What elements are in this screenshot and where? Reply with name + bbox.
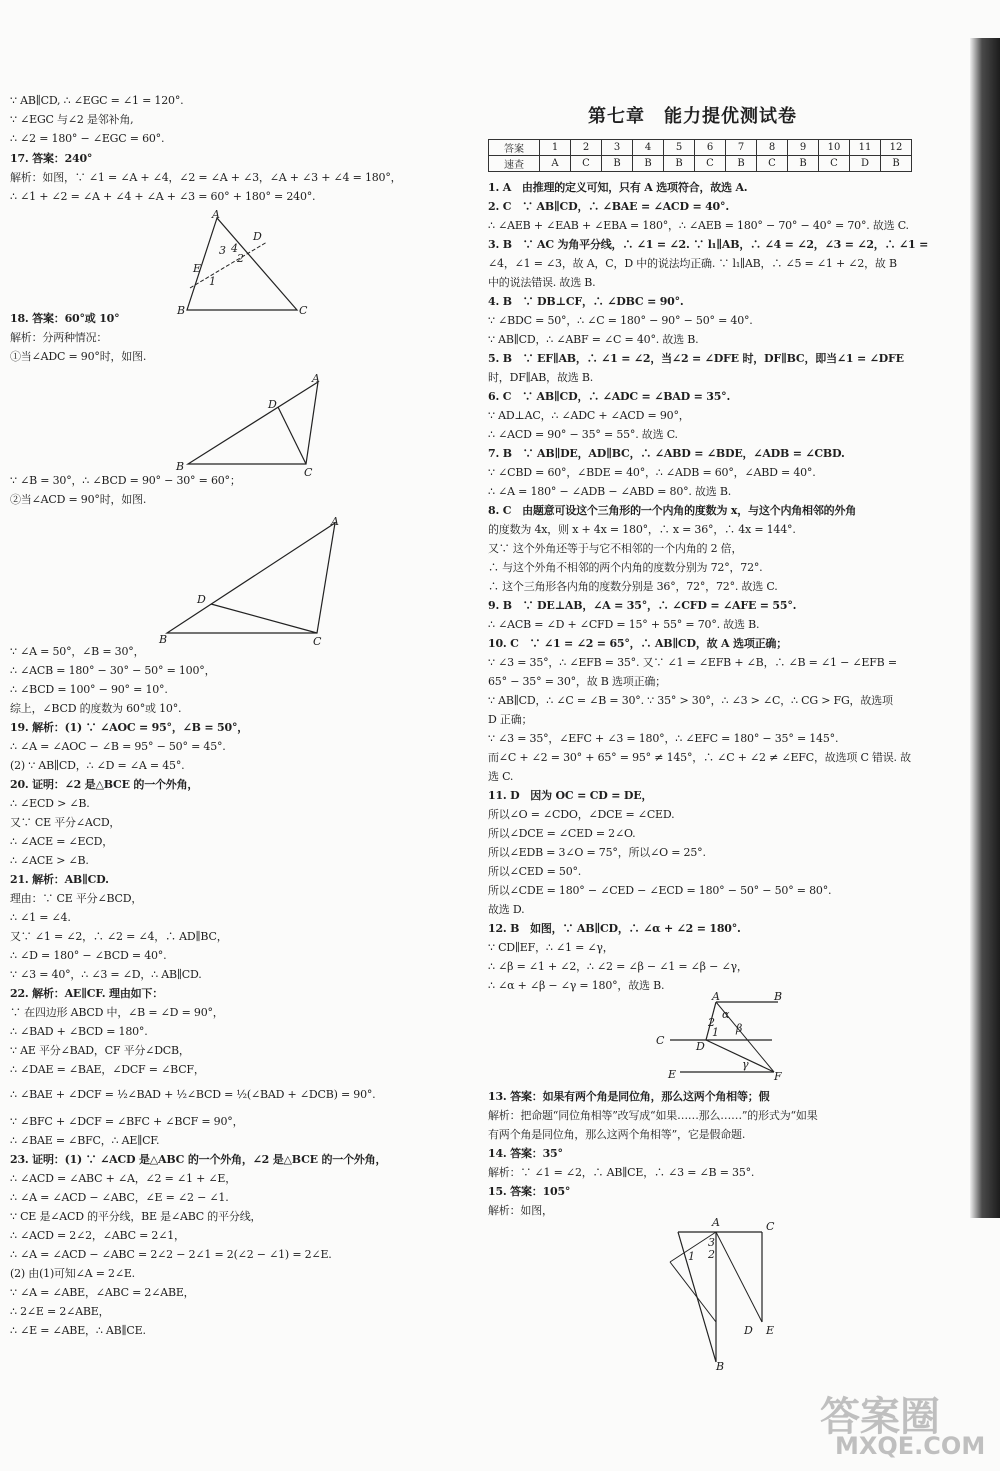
- answer-number-cell: 11: [850, 140, 881, 156]
- text-line: ∴ ∠BCD = 100° − 90° = 10°.: [10, 683, 168, 696]
- answer-table-header: 速查: [489, 156, 540, 172]
- text-line: ∴ ∠ACE = ∠ECD，: [10, 835, 113, 848]
- text-line: ∴ ∠ACB = 180° − 30° − 50° = 100°，: [10, 664, 216, 677]
- text-line: ∴ ∠A = ∠ACD − ∠ABC = 2∠2 − 2∠1 = 2(∠2 − ∠1) = 2∠E.: [10, 1248, 332, 1261]
- text-line: ∵ ∠A = ∠ABE，∠ABC = 2∠ABE，: [10, 1286, 195, 1299]
- answer-number-cell: 1: [540, 140, 571, 156]
- answer-number-cell: 12: [881, 140, 912, 156]
- label-4: 4: [231, 242, 238, 255]
- text-line: ∴ ∠ECD > ∠B.: [10, 797, 90, 810]
- label-1: 1: [209, 275, 216, 288]
- text-line: 又∵ 这个外角还等于与它不相邻的一个内角的 2 倍，: [488, 542, 743, 555]
- text-line: ∵ CD∥EF，∴ ∠1 = ∠γ，: [488, 941, 614, 954]
- text-line: ∵ ∠CBD = 60°，∠BDE = 40°，∴ ∠ADB = 60°，∠ABD = 40°.: [488, 466, 816, 479]
- label-2: 2: [237, 252, 244, 265]
- text-line: ①当∠ADC = 90°时，如图.: [10, 350, 147, 363]
- label-C: C: [299, 304, 308, 317]
- answer-letter-cell: C: [819, 156, 850, 172]
- text-line: ∴ ∠1 = ∠4.: [10, 911, 71, 924]
- text-line: ∵ ∠3 = 40°，∴ ∠3 = ∠D，∴ AB∥CD.: [10, 968, 202, 981]
- answer-number-cell: 7: [726, 140, 757, 156]
- answer-letter-cell: C: [757, 156, 788, 172]
- page-edge-shadow: [970, 38, 1000, 1218]
- label-C: C: [766, 1220, 775, 1233]
- text-line: 的度数为 4x，则 x + 4x = 180°，∴ x = 36°，∴ 4x = 144°.: [488, 523, 796, 536]
- text-line: ∵ CE 是∠ACD 的平分线，BE 是∠ABC 的平分线，: [10, 1210, 262, 1223]
- text-line: 5. B ∵ EF∥AB，∴ ∠1 = ∠2，当∠2 = ∠DFE 时，DF∥BC，即当∠1 = ∠DFE: [488, 352, 904, 365]
- text-line: ∴ ∠E = ∠ABE，∴ AB∥CE.: [10, 1324, 146, 1337]
- text-line: 所以∠CED = 50°.: [488, 865, 582, 878]
- answer-letter-cell: B: [602, 156, 633, 172]
- label-2: 2: [708, 1016, 715, 1029]
- label-E: E: [193, 262, 202, 275]
- label-E: E: [668, 1068, 677, 1081]
- text-line: 所以∠EDB = 3∠O = 75°，所以∠O = 25°.: [488, 846, 706, 859]
- text-line: ∵ ∠3 = 35°，∠EFC + ∠3 = 180°，∴ ∠EFC = 180° − 35° = 145°.: [488, 732, 839, 745]
- text-line: 21. 解析：AB∥CD.: [10, 873, 109, 886]
- text-line: 9. B ∵ DE⊥AB，∠A = 35°，∴ ∠CFD = ∠AFE = 55°.: [488, 599, 797, 612]
- label-D: D: [744, 1324, 753, 1337]
- text-line: ∴ ∠AEB + ∠EAB + ∠EBA = 180°，∴ ∠AEB = 180° − 70° − 40° = 70°. 故选 C.: [488, 219, 909, 232]
- text-line: 65° − 35° = 30°，故 B 选项正确；: [488, 675, 666, 688]
- label-D: D: [268, 398, 277, 411]
- text-line: 而∠C + ∠2 = 30° + 65° = 95° ≠ 145°，∴ ∠C + ∠2 ≠ ∠EFC，故选项 C 错误. 故: [488, 751, 911, 764]
- text-line: 解析：∵ ∠1 = ∠2，∴ AB∥CE，∴ ∠3 = ∠B = 35°.: [488, 1166, 755, 1179]
- text-line: 综上，∠BCD 的度数为 60°或 10°.: [10, 702, 182, 715]
- text-line: 13. 答案：如果有两个角是同位角，那么这两个角相等；假: [488, 1090, 770, 1103]
- figure-18-case1: [170, 372, 330, 477]
- text-line: ∴ ∠BAD + ∠BCD = 180°.: [10, 1025, 148, 1038]
- text-line: ∵ ∠BDC = 50°，∴ ∠C = 180° − 90° − 50° = 40°.: [488, 314, 753, 327]
- text-line: 选 C.: [488, 770, 514, 783]
- text-line: 7. B ∵ AB∥DE，AD∥BC，∴ ∠ABD = ∠BDE，∠ADB = ∠CBD.: [488, 447, 845, 460]
- label-F: F: [774, 1070, 782, 1082]
- text-line: ∴ 与这个外角不相邻的两个内角的度数分别为 72°，72°.: [488, 561, 763, 574]
- text-line: 解析：把命题“同位角相等”改写成“如果……那么……”的形式为“如果: [488, 1109, 818, 1122]
- text-line: 6. C ∵ AB∥CD，∴ ∠ADC = ∠BAD = 35°.: [488, 390, 731, 403]
- text-line: 12. B 如图，∵ AB∥CD，∴ ∠α + ∠2 = 180°.: [488, 922, 741, 935]
- text-line: 中的说法错误. 故选 B.: [488, 276, 596, 289]
- text-line: ∵ ∠B = 30°，∴ ∠BCD = 90° − 30° = 60°；: [10, 474, 241, 487]
- text-line: ∵ ∠3 = 35°，∴ ∠EFB = 35°. 又∵ ∠1 = ∠EFB + ∠B，∴ ∠B = ∠1 − ∠EFB =: [488, 656, 897, 669]
- text-line: ∴ ∠A = ∠ACD − ∠ABC，∠E = ∠2 − ∠1.: [10, 1191, 229, 1204]
- answer-table-header: 答案: [489, 140, 540, 156]
- label-A: A: [712, 1216, 720, 1229]
- text-line: 10. C ∵ ∠1 = ∠2 = 65°，∴ AB∥CD，故 A 选项正确；: [488, 637, 788, 650]
- answer-number-cell: 4: [633, 140, 664, 156]
- figure-12-parallel-lines: [650, 990, 800, 1082]
- text-line: 19. 解析：(1) ∵ ∠AOC = 95°，∠B = 50°，: [10, 721, 249, 734]
- text-line: ∵ ∠BFC + ∠DCF = ∠BFC + ∠BCF = 90°，: [10, 1115, 244, 1128]
- text-line: ∴ ∠α + ∠β − ∠γ = 180°，故选 B.: [488, 979, 665, 992]
- label-B: B: [716, 1360, 725, 1372]
- text-line: 解析：如图，: [488, 1204, 553, 1217]
- label-1: 1: [712, 1026, 719, 1039]
- answer-number-cell: 6: [695, 140, 726, 156]
- text-line: 所以∠O = ∠CDO，∠DCE = ∠CED.: [488, 808, 675, 821]
- text-line: ∴ ∠BAE + ∠DCF = ½∠BAD + ½∠BCD = ½(∠BAD + ∠DCB) = 90°.: [10, 1088, 376, 1101]
- text-line: 解析：如图，∵ ∠1 = ∠A + ∠4，∠2 = ∠A + ∠3，∠A + ∠3 + ∠4 = 180°，: [10, 171, 402, 184]
- answer-table: [488, 139, 912, 172]
- text-line: 又∵ ∠1 = ∠2，∴ ∠2 = ∠4，∴ AD∥BC，: [10, 930, 228, 943]
- text-line: ∴ 这个三角形各内角的度数分别是 36°，72°，72°. 故选 C.: [488, 580, 778, 593]
- answer-letter-cell: A: [540, 156, 571, 172]
- label-D: D: [253, 230, 262, 243]
- label-C: C: [313, 635, 322, 648]
- text-line: 8. C 由题意可设这个三角形的一个内角的度数为 x，与这个内角相邻的外角: [488, 504, 857, 517]
- text-line: ∴ ∠D = 180° − ∠BCD = 40°.: [10, 949, 167, 962]
- figure-17-triangle: [175, 210, 315, 320]
- text-line: 理由：∵ CE 平分∠BCD，: [10, 892, 143, 905]
- text-line: ∴ ∠ACB = ∠D + ∠CFD = 15° + 55° = 70°. 故选 B.: [488, 618, 760, 631]
- label-A: A: [712, 990, 720, 1003]
- answer-letter-cell: D: [850, 156, 881, 172]
- answer-letter-cell: B: [788, 156, 819, 172]
- text-line: 22. 解析：AE∥CF. 理由如下：: [10, 987, 164, 1000]
- answer-letter-cell: C: [695, 156, 726, 172]
- text-line: ∴ ∠ACD = 2∠2，∠ABC = 2∠1，: [10, 1229, 185, 1242]
- text-line: 17. 答案：240°: [10, 152, 93, 165]
- text-line: 18. 答案：60°或 10°: [10, 312, 120, 325]
- text-line: 15. 答案：105°: [488, 1185, 571, 1198]
- text-line: ∴ ∠ACD = ∠ABC + ∠A，∠2 = ∠1 + ∠E，: [10, 1172, 237, 1185]
- answer-letter-cell: B: [664, 156, 695, 172]
- text-line: 解析：分两种情况：: [10, 331, 108, 344]
- text-line: ∵ AB∥CD，∴ ∠C = ∠B = 30°. ∵ 35° > 30°，∴ ∠3 > ∠C，∴ CG > FG，故选项: [488, 694, 893, 707]
- watermark-logo: 答案圈: [820, 1394, 940, 1440]
- text-line: ∴ ∠A = 180° − ∠ADB − ∠ABD = 80°. 故选 B.: [488, 485, 732, 498]
- label-3: 3: [219, 244, 226, 257]
- text-line: (2) ∵ AB∥CD，∴ ∠D = ∠A = 45°.: [10, 759, 185, 772]
- figure-15-triangles: [660, 1212, 790, 1372]
- text-line: 又∵ CE 平分∠ACD，: [10, 816, 121, 829]
- text-line: ∵ 在四边形 ABCD 中，∠B = ∠D = 90°，: [10, 1006, 224, 1019]
- text-line: 所以∠DCE = ∠CED = 2∠O.: [488, 827, 636, 840]
- text-line: 1. A 由推理的定义可知，只有 A 选项符合，故选 A.: [488, 181, 748, 194]
- answer-number-cell: 8: [757, 140, 788, 156]
- label-B: B: [774, 990, 783, 1003]
- text-line: ∴ ∠ACD = 90° − 35° = 55°. 故选 C.: [488, 428, 678, 441]
- text-line: ∴ ∠BAE = ∠BFC，∴ AE∥CF.: [10, 1134, 160, 1147]
- answer-number-cell: 3: [602, 140, 633, 156]
- text-line: ∴ ∠A = ∠AOC − ∠B = 95° − 50° = 45°.: [10, 740, 226, 753]
- figure-18-case2: [155, 515, 355, 650]
- watermark-url: MXQE.COM: [835, 1432, 986, 1460]
- text-line: 有两个角是同位角，那么这两个角相等”，它是假命题.: [488, 1128, 746, 1141]
- text-line: (2) 由(1)可知∠A = 2∠E.: [10, 1267, 135, 1280]
- label-C: C: [656, 1034, 665, 1047]
- text-line: 11. D 因为 OC = CD = DE，: [488, 789, 653, 802]
- answer-letter-cell: B: [726, 156, 757, 172]
- label-E: E: [766, 1324, 775, 1337]
- label-beta: β: [736, 1022, 743, 1035]
- label-A: A: [312, 372, 320, 385]
- label-3: 3: [708, 1236, 715, 1249]
- label-alpha: α: [722, 1008, 730, 1021]
- label-2: 2: [708, 1248, 715, 1261]
- answer-number-cell: 5: [664, 140, 695, 156]
- text-line: 23. 证明：(1) ∵ ∠ACD 是△ABC 的一个外角，∠2 是△BCE 的一个外角，: [10, 1153, 387, 1166]
- text-line: 3. B ∵ AC 为角平分线，∴ ∠1 = ∠2. ∵ l₁∥AB，∴ ∠4 = ∠2，∠3 = ∠2，∴ ∠1 =: [488, 238, 929, 251]
- text-line: 4. B ∵ DB⊥CF，∴ ∠DBC = 90°.: [488, 295, 684, 308]
- chapter-title: 第七章 能力提优测试卷: [588, 106, 797, 127]
- label-B: B: [159, 633, 168, 646]
- answer-number-cell: 10: [819, 140, 850, 156]
- text-line: ∠4，∠1 = ∠3，故 A，C，D 中的说法均正确. ∵ l₁∥AB，∴ ∠5 = ∠1 + ∠2，故 B: [488, 257, 897, 270]
- text-line: ∵ AE 平分∠BAD，CF 平分∠DCB，: [10, 1044, 190, 1057]
- text-line: ②当∠ACD = 90°时，如图.: [10, 493, 147, 506]
- text-line: ∵ ∠A = 50°，∠B = 30°，: [10, 645, 145, 658]
- text-line: 时，DF∥AB，故选 B.: [488, 371, 594, 384]
- text-line: ∴ ∠1 + ∠2 = ∠A + ∠4 + ∠A + ∠3 = 60° + 180° = 240°.: [10, 190, 316, 203]
- text-line: ∵ ∠EGC 与∠2 是邻补角,: [10, 113, 134, 126]
- label-B: B: [177, 304, 186, 317]
- text-line: 20. 证明：∠2 是△BCE 的一个外角，: [10, 778, 199, 791]
- label-B: B: [176, 460, 185, 473]
- label-1: 1: [688, 1250, 695, 1263]
- text-line: ∴ 2∠E = 2∠ABE，: [10, 1305, 110, 1318]
- answer-letter-cell: B: [633, 156, 664, 172]
- answer-table-number-row: [489, 140, 912, 156]
- text-line: ∴ ∠2 = 180° − ∠EGC = 60°.: [10, 132, 165, 145]
- text-line: ∴ ∠DAE = ∠BAE，∠DCF = ∠BCF，: [10, 1063, 205, 1076]
- text-line: ∵ AB∥CD, ∴ ∠EGC = ∠1 = 120°.: [10, 94, 184, 107]
- label-gamma: γ: [742, 1058, 749, 1071]
- text-line: 2. C ∵ AB∥CD，∴ ∠BAE = ∠ACD = 40°.: [488, 200, 729, 213]
- text-line: 14. 答案：35°: [488, 1147, 563, 1160]
- text-line: 故选 D.: [488, 903, 525, 916]
- text-line: ∴ ∠ACE > ∠B.: [10, 854, 89, 867]
- label-D: D: [197, 593, 206, 606]
- answer-table-answer-row: [489, 156, 912, 172]
- label-A: A: [331, 515, 339, 528]
- answer-letter-cell: C: [571, 156, 602, 172]
- text-line: ∵ AD⊥AC，∴ ∠ADC + ∠ACD = 90°，: [488, 409, 690, 422]
- answer-number-cell: 2: [571, 140, 602, 156]
- text-line: D 正确；: [488, 713, 533, 726]
- text-line: 所以∠CDE = 180° − ∠CED − ∠ECD = 180° − 50° − 50° = 80°.: [488, 884, 832, 897]
- text-line: ∵ AB∥CD，∴ ∠ABF = ∠C = 40°. 故选 B.: [488, 333, 699, 346]
- label-D: D: [696, 1040, 705, 1053]
- label-A: A: [212, 210, 220, 221]
- answer-letter-cell: B: [881, 156, 912, 172]
- label-C: C: [304, 466, 313, 477]
- answer-number-cell: 9: [788, 140, 819, 156]
- text-line: ∴ ∠β = ∠1 + ∠2，∴ ∠2 = ∠β − ∠1 = ∠β − ∠γ，: [488, 960, 748, 973]
